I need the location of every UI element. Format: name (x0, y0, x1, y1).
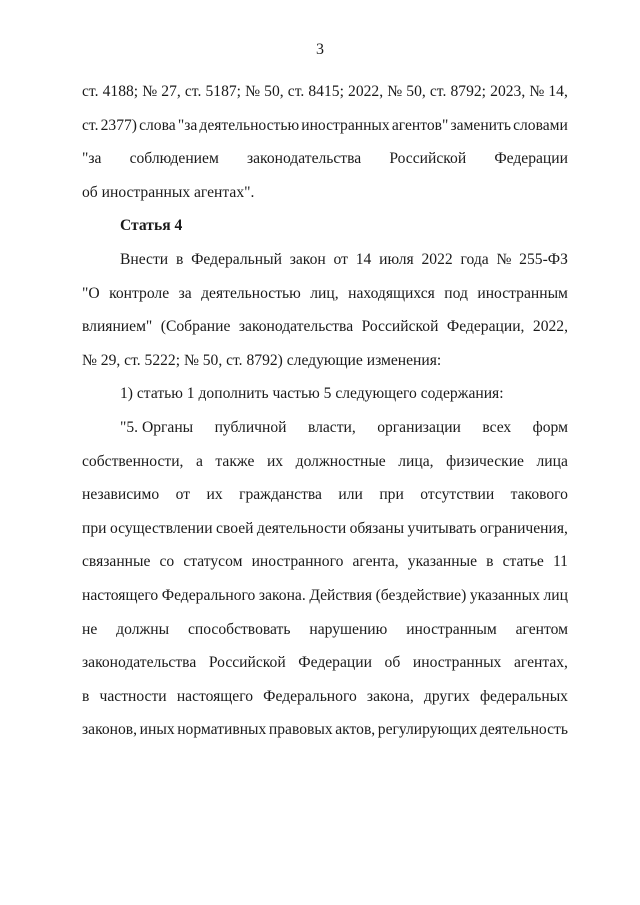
word: Федерации (494, 150, 568, 168)
word: или (338, 486, 363, 504)
text-line (82, 142, 568, 176)
text-line (82, 445, 568, 479)
word: частности (99, 687, 167, 705)
word: от (333, 250, 348, 268)
word: обязаны (349, 519, 405, 537)
text-line (82, 680, 568, 714)
document-body (82, 75, 568, 747)
word: № (387, 83, 403, 100)
text-line (82, 109, 568, 143)
word: (бездействие) (375, 586, 467, 604)
word: собственности, (82, 452, 184, 470)
word: № (496, 250, 512, 268)
word: закона, (366, 687, 414, 705)
word: Российской (208, 654, 286, 672)
word: иностранных (412, 654, 502, 672)
word: иностранного (251, 553, 344, 571)
word: законов, (82, 721, 138, 739)
word: "за (177, 116, 198, 134)
word: 14 (355, 250, 372, 268)
word: независимо (82, 486, 160, 504)
word: Внести (120, 250, 169, 268)
word: 27, (161, 83, 181, 100)
word: 2377) (100, 116, 137, 134)
word: законодательства (82, 654, 197, 672)
word: агента, (352, 553, 399, 571)
word: под (444, 284, 468, 302)
word: Федерального (161, 586, 256, 604)
word: Федеральный (191, 250, 282, 268)
text-line (82, 512, 568, 546)
word: Федерации (298, 654, 372, 672)
word: настоящего (176, 687, 254, 705)
word: 8415; (308, 83, 344, 100)
word: 4188; (102, 83, 139, 100)
word: при (82, 519, 107, 537)
word: связанные (82, 553, 151, 571)
word: 14, (548, 83, 568, 100)
word: 2022, (532, 318, 568, 336)
word: деятельностью (201, 284, 301, 302)
word: со (159, 553, 175, 571)
word: нарушению (309, 620, 388, 638)
word: деятельность (479, 721, 568, 739)
word: ст. (429, 83, 447, 100)
word: иностранным (477, 284, 568, 302)
word: их (206, 486, 223, 504)
word: осуществлении (109, 519, 213, 537)
word: года (460, 250, 489, 268)
word: Федерации, (446, 318, 525, 336)
word: организации (377, 418, 461, 436)
word: (Собрание (160, 318, 231, 336)
word: публичной (214, 418, 287, 436)
word: в (486, 553, 494, 571)
word: лица (536, 452, 568, 470)
article-heading: Статья 4 (120, 217, 183, 235)
text-line (82, 310, 568, 344)
word: должны (116, 620, 170, 638)
word: ст. (287, 83, 305, 100)
word: своей (216, 519, 254, 537)
word: 255-ФЗ (519, 250, 568, 268)
word: власти, (307, 418, 356, 436)
text-line (82, 713, 568, 747)
word: актов, (335, 721, 376, 739)
word: также (215, 452, 255, 470)
word: Федерального (263, 687, 357, 705)
word: 8792; (450, 83, 487, 100)
word: лиц (543, 586, 568, 604)
word: физические (446, 452, 524, 470)
word: правовых (268, 721, 333, 739)
word: при (379, 486, 404, 504)
word: 50, (264, 83, 284, 100)
word: отсутствии (420, 486, 495, 504)
word: указанные (407, 553, 477, 571)
word: ст. (184, 83, 202, 100)
word: от (175, 486, 191, 504)
word: способствовать (187, 620, 291, 638)
text-line (82, 478, 568, 512)
word: гражданства (239, 486, 322, 504)
word: федеральных (479, 687, 568, 705)
word: деятельности (256, 519, 347, 537)
word: законодательства (238, 318, 354, 336)
word: законодательства (246, 150, 362, 168)
word: Российской (361, 318, 439, 336)
word: указанных (469, 586, 540, 604)
word: а (195, 452, 203, 470)
word: статусом (183, 553, 243, 571)
word: 11 (552, 553, 568, 571)
word: ст. (82, 83, 99, 100)
word: закон (289, 250, 326, 268)
word: нормативных (177, 721, 267, 739)
list-item: 1) статью 1 дополнить частью 5 следующего содержания: (120, 385, 504, 403)
word: № (529, 83, 545, 100)
word: иных (139, 721, 175, 739)
word: должностные (295, 452, 386, 470)
word: контроле (109, 284, 170, 302)
word: заменить (450, 116, 511, 134)
text-line (82, 277, 568, 311)
word: агентов" (391, 116, 449, 134)
text-line (82, 646, 568, 680)
word: в (175, 250, 184, 268)
word: 50, (406, 83, 426, 100)
word: 2022, (348, 83, 384, 100)
text-line (82, 613, 568, 647)
word: ст. (82, 116, 99, 134)
word: влиянием" (82, 318, 153, 336)
word: "5. Органы (120, 418, 194, 436)
word: учитывать (407, 519, 477, 537)
word: деятельностью (199, 116, 300, 134)
word: статье (502, 553, 544, 571)
word: № (142, 83, 158, 100)
word: об (384, 654, 401, 672)
text-line (82, 545, 568, 579)
word: соблюдением (129, 150, 219, 168)
word: лица, (398, 452, 434, 470)
word: за (178, 284, 192, 302)
word: настоящего (82, 586, 159, 604)
word: агентом (515, 620, 568, 638)
word: форм (532, 418, 568, 436)
text-line: № 29, ст. 5222; № 50, ст. 8792) следующие изменения: (82, 351, 442, 369)
word: Действия (309, 586, 373, 604)
text-line (82, 411, 568, 445)
text-line (82, 75, 568, 109)
page-number: 3 (316, 41, 324, 58)
word: Российской (389, 150, 467, 168)
word: иностранных (301, 116, 390, 134)
word: словами (513, 116, 568, 134)
word: № (245, 83, 261, 100)
text-line (82, 579, 568, 613)
word: всех (482, 418, 512, 436)
word: июля (379, 250, 414, 268)
word: их (266, 452, 284, 470)
word: иностранным (406, 620, 497, 638)
word: лиц, (310, 284, 339, 302)
word: "О (82, 284, 100, 302)
word: 2023, (490, 83, 526, 100)
word: слова (139, 116, 176, 134)
word: в (82, 687, 90, 705)
word: "за (82, 150, 102, 168)
text-line: об иностранных агентах". (82, 183, 255, 201)
word: не (82, 620, 98, 638)
word: находящихся (348, 284, 435, 302)
word: агентах, (513, 654, 568, 672)
word: регулирующих (377, 721, 478, 739)
word: 5187; (205, 83, 242, 100)
word: других (423, 687, 470, 705)
word: такового (510, 486, 568, 504)
word: закона. (258, 586, 306, 604)
word: ограничения, (479, 519, 568, 537)
word: 2022 (421, 250, 453, 268)
text-line (82, 243, 568, 277)
